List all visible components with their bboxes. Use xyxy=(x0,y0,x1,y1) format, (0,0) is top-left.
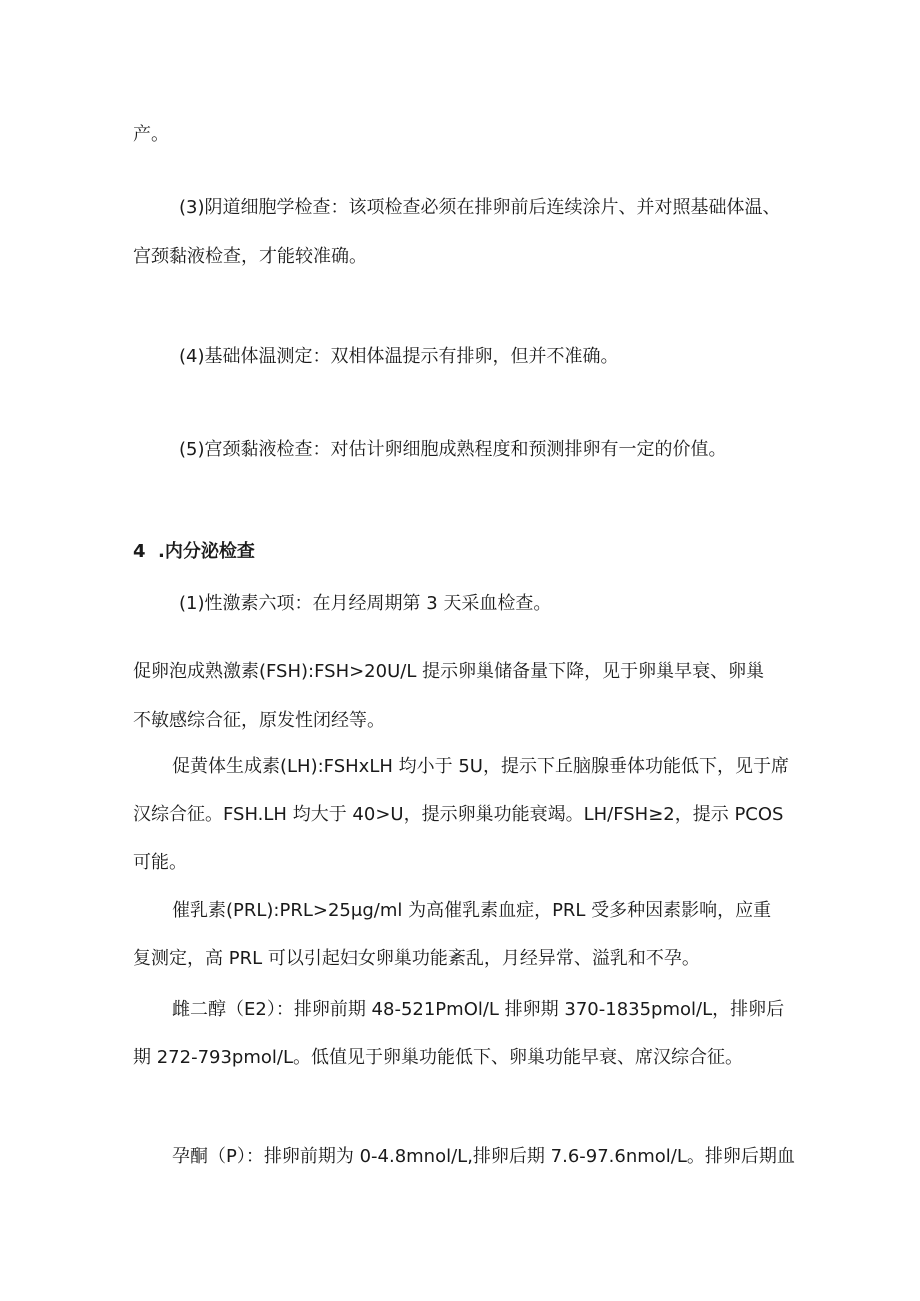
paragraph-lh: 促黄体生成素(LH):FSHxLH 均小于 5U，提示下丘脑腺垂体功能低下，见于席 xyxy=(172,756,789,777)
list-item-cervical-mucus: (5)宫颈黏液检查：对估计卵细胞成熟程度和预测排卵有一定的价值。 xyxy=(179,439,727,460)
text-line: 不敏感综合征，原发性闭经等。 xyxy=(133,710,385,731)
paragraph-e2: 雌二醇（E2）：排卵前期 48-521PmOl/L 排卵期 370-1835pmol/L，排卵后 xyxy=(172,999,785,1020)
text-line: 汉综合征。FSH.LH 均大于 40>U，提示卵巢功能衰竭。LH/FSH≥2，提示 PCOS xyxy=(133,804,784,825)
list-item-basal-body-temperature: (4)基础体温测定：双相体温提示有排卵，但并不准确。 xyxy=(179,346,619,367)
paragraph-fsh: 促卵泡成熟激素(FSH):FSH>20U/L 提示卵巢储备量下降，见于卵巢早衰、卵巢 xyxy=(133,661,765,682)
paragraph-progesterone: 孕酮（P）：排卵前期为 0-4.8mnol/L,排卵后期 7.6-97.6nmol/L。排卵后期血 xyxy=(172,1146,795,1167)
list-item-sex-hormones: (1)性激素六项：在月经周期第 3 天采血检查。 xyxy=(179,593,552,614)
section-heading-number: 4 xyxy=(133,541,146,562)
paragraph-prl: 催乳素(PRL):PRL>25μg/ml 为高催乳素血症，PRL 受多种因素影响，应重 xyxy=(172,900,772,921)
text-line: 产。 xyxy=(133,124,169,145)
text-line: 可能。 xyxy=(133,852,187,873)
list-item-vaginal-cytology: (3)阴道细胞学检查：该项检查必须在排卵前后连续涂片、并对照基础体温、 xyxy=(179,197,781,218)
text-line: 复测定，高 PRL 可以引起妇女卵巢功能紊乱，月经异常、溢乳和不孕。 xyxy=(133,948,700,969)
text-line: 宫颈黏液检查，才能较准确。 xyxy=(133,246,367,267)
text-line: 期 272-793pmol/L。低值见于卵巢功能低下、卵巢功能早衰、席汉综合征。 xyxy=(133,1047,743,1068)
section-heading-title: .内分泌检查 xyxy=(158,541,255,562)
